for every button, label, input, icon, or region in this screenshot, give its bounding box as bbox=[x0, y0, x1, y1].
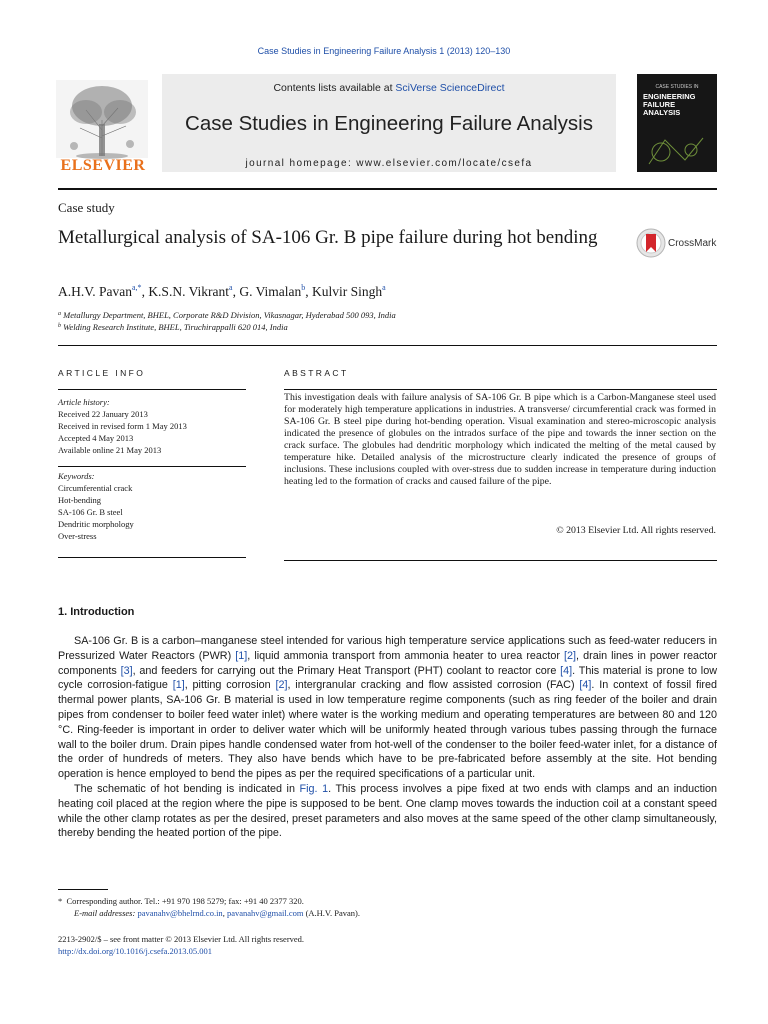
article-info-divider-bottom bbox=[58, 557, 246, 558]
history-accepted: Accepted 4 May 2013 bbox=[58, 433, 134, 443]
email-label: E-mail addresses: bbox=[74, 908, 138, 918]
affiliation-a bbox=[58, 310, 396, 320]
doi-link[interactable]: http://dx.doi.org/10.1016/j.csefa.2013.05.001 bbox=[58, 946, 213, 956]
author-2[interactable]: K.S.N. Vikrant bbox=[148, 284, 230, 299]
citation-link[interactable]: [3] bbox=[120, 664, 133, 677]
contents-availability bbox=[162, 82, 616, 94]
cover-title: ENGINEERING FAILURE ANALYSIS bbox=[643, 92, 696, 117]
journal-banner bbox=[162, 74, 616, 172]
journal-title: Case Studies in Engineering Failure Analysis bbox=[185, 112, 593, 135]
author-1[interactable]: A.H.V. Pavan bbox=[58, 284, 132, 299]
email-footnote bbox=[74, 907, 360, 919]
keywords-divider bbox=[58, 466, 246, 467]
figure-link[interactable]: Fig. 1 bbox=[299, 782, 329, 795]
author-3[interactable]: G. Vimalan bbox=[239, 284, 302, 299]
citation-link[interactable]: [1] bbox=[235, 649, 248, 662]
affiliation-divider bbox=[58, 345, 717, 346]
citation-link[interactable]: [1] bbox=[172, 679, 185, 692]
journal-reference[interactable]: Case Studies in Engineering Failure Analysis 1 (2013) 120–130 bbox=[257, 46, 511, 56]
text-run: , drain lines in power reactor components bbox=[58, 649, 717, 677]
author-2-affil[interactable]: a bbox=[229, 283, 233, 292]
abstract-divider-bottom bbox=[284, 560, 717, 561]
crossmark-icon bbox=[636, 228, 666, 258]
citation-link[interactable]: [2] bbox=[564, 649, 577, 662]
author-4-affil[interactable]: a bbox=[382, 283, 386, 292]
keywords-header: Keywords: bbox=[58, 471, 95, 481]
footnote-asterisk: * bbox=[58, 896, 67, 906]
text-run: . This process involves a pipe fixed at two ends with clamps and an induction heating coil placed at the region where the pipe is supposed to be bent. One clamp moves towards the induction coil at a constant speed while the other clamp rotates as per the desired, preset parameters and also moves at the same speed of the other clamp simultaneously, thereby bending the heated portion of the pipe. bbox=[58, 782, 717, 840]
article-type: Case study bbox=[58, 200, 115, 215]
history-header: Article history: bbox=[58, 397, 110, 407]
article-info-divider-top bbox=[58, 389, 246, 390]
cover-graphic-icon bbox=[645, 130, 709, 166]
keywords-block bbox=[58, 470, 246, 542]
keyword-item: SA-106 Gr. B steel bbox=[58, 507, 123, 517]
keyword-item: Dendritic morphology bbox=[58, 519, 134, 529]
keyword-item: Hot-bending bbox=[58, 495, 101, 505]
article-history bbox=[58, 396, 246, 456]
history-revised: Received in revised form 1 May 2013 bbox=[58, 421, 187, 431]
introduction-body bbox=[58, 634, 717, 841]
issn-line: 2213-2902/$ – see front matter © 2013 Elsevier Ltd. All rights reserved. bbox=[58, 934, 305, 944]
citation-link[interactable]: [4] bbox=[579, 679, 592, 692]
history-online: Available online 21 May 2013 bbox=[58, 445, 162, 455]
intro-paragraph-2 bbox=[58, 782, 717, 841]
affiliation-a-marker: a bbox=[58, 311, 61, 317]
keyword-item: Over-stress bbox=[58, 531, 97, 541]
author-3-affil[interactable]: b bbox=[301, 283, 306, 292]
text-run: SA-106 Gr. B is a carbon–manganese steel intended for various high temperature service applications such as feed-water reducers in Pressurized Water Reactors (PWR) bbox=[58, 635, 717, 662]
abstract-divider-top bbox=[284, 389, 717, 390]
intro-paragraph-1 bbox=[58, 634, 717, 782]
author-sep: , bbox=[232, 284, 240, 299]
text-run: . This material is prone to low cycle corrosion-fatigue bbox=[58, 664, 718, 692]
author-sep: , bbox=[141, 284, 149, 299]
footnote-divider bbox=[58, 889, 108, 890]
sciencedirect-link[interactable]: SciVerse ScienceDirect bbox=[395, 82, 505, 94]
abstract-text: This investigation deals with failure analysis of SA-106 Gr. B pipe which is a Carbon-Manganese steel used for moderately high temperature applications in industries. A transverse/ circumferential crack was formed in SA-106 Gr. B steel pipe during hot-bending operation. Visual examination and stereo-microscopic analysis indicated the presence of globules on the intrados surface of the pipe and towards the inner section on the crack surface. The globules had dendritic morphology which indicated the melting of the metal caused by temperature hike. Detailed analysis of the microstructure clearly indicated the presence of groups of inclusions. These inclusions coupled with over-stress due to sudden increase in temperature during induction heating led to the formation of cracks and caused failure of the pipe. bbox=[284, 392, 716, 488]
affiliation-b-text: Welding Research Institute, BHEL, Tiruchirappalli 620 014, India bbox=[63, 322, 288, 332]
header-divider bbox=[58, 188, 717, 190]
affiliation-a-text: Metallurgy Department, BHEL, Corporate R&D Division, Vikasnagar, Hyderabad 500 093, India bbox=[63, 310, 396, 320]
email-suffix: (A.H.V. Pavan). bbox=[303, 908, 360, 918]
crossmark-button[interactable] bbox=[636, 228, 720, 260]
text-run: , and feeders for carrying out the Primary Heat Transport (PHT) coolant to reactor core bbox=[132, 664, 561, 677]
contents-prefix: Contents lists available at bbox=[273, 82, 396, 94]
abstract-label: ABSTRACT bbox=[284, 368, 349, 378]
text-run: , intergranular cracking and flow assisted corrosion (FAC) bbox=[287, 679, 580, 692]
article-title: Metallurgical analysis of SA-106 Gr. B pipe failure during hot bending bbox=[58, 227, 598, 248]
email-link-1[interactable]: pavanahv@bhelrnd.co.in bbox=[137, 908, 223, 918]
journal-homepage[interactable]: journal homepage: www.elsevier.com/locate/csefa bbox=[245, 158, 533, 169]
email-link-2[interactable]: pavanahv@gmail.com bbox=[226, 908, 304, 918]
text-run: The schematic of hot bending is indicated in bbox=[74, 782, 300, 795]
journal-cover-thumbnail bbox=[637, 74, 717, 172]
cover-subtitle: CASE STUDIES IN bbox=[655, 84, 699, 90]
article-info-label: ARTICLE INFO bbox=[58, 368, 146, 378]
citation-link[interactable]: [4] bbox=[560, 664, 573, 677]
introduction-heading: 1. Introduction bbox=[58, 606, 135, 618]
history-received: Received 22 January 2013 bbox=[58, 409, 148, 419]
author-sep: , bbox=[305, 284, 313, 299]
author-list bbox=[58, 283, 386, 300]
keyword-item: Circumferential crack bbox=[58, 483, 133, 493]
corresponding-author-text: Corresponding author. Tel.: +91 970 198 5279; fax: +91 40 2377 320. bbox=[66, 896, 304, 906]
abstract-copyright: © 2013 Elsevier Ltd. All rights reserved. bbox=[556, 525, 716, 536]
citation-link[interactable]: [2] bbox=[275, 679, 288, 692]
elsevier-wordmark: ELSEVIER bbox=[60, 157, 146, 174]
text-run: , liquid ammonia transport from ammonia heater to urea reactor bbox=[247, 649, 565, 662]
author-4[interactable]: Kulvir Singh bbox=[312, 284, 383, 299]
text-run: . In context of fossil fired thermal power plants, SA-106 Gr. B material is used in low temperature regime components (such as ring feeder of the boiler and drain pipes from condenser to boiler feed water inlet) where water is the working medium and operating temperatures are between 80 and 120 °C. Ring-feeder is important in order to deliver water which will be uniformly heated through various tubes passing through the furnace wall to the boiler drum. Drain pipes handle condensed water from hot-well of the condenser to the boiler feed-water inlet, for a distance of the order of hundreds of meters. They also have bends which have to be pre-fabricated before assembly at the site. Hot bending operation is hence employed to bend the pipes as per the required specifications of a particular unit. bbox=[58, 679, 718, 781]
crossmark-label: CrossMark bbox=[668, 238, 717, 249]
email-separator: , bbox=[222, 908, 227, 918]
text-run: , pitting corrosion bbox=[184, 679, 276, 692]
affiliation-b-marker: b bbox=[58, 323, 61, 329]
author-1-affil[interactable]: a,* bbox=[132, 283, 142, 292]
affiliation-b bbox=[58, 322, 288, 332]
corresponding-author-footnote bbox=[58, 895, 304, 907]
